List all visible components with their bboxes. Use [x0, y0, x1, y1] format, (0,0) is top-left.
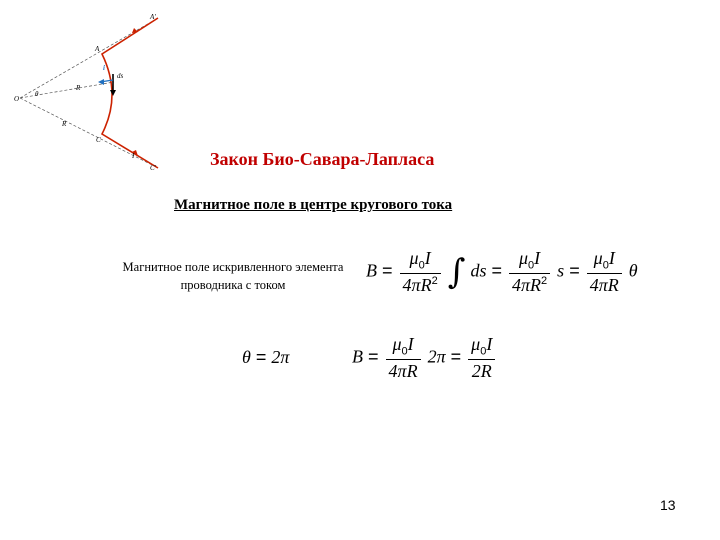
eq1-mu-sub: 0 [418, 259, 425, 272]
eq1-s: s [557, 260, 565, 281]
eq1-mu-sub-2: 0 [528, 259, 535, 272]
dashed-line-to-c-prime [20, 98, 158, 168]
equation-center-field [352, 334, 497, 382]
label-theta: θ [35, 90, 39, 98]
eq1-ds: ds [470, 260, 487, 281]
eq1-den-exp: 2 [431, 274, 438, 287]
eq3-b: B [352, 346, 363, 367]
ds-arrowhead [110, 90, 116, 96]
eq3-fraction-1 [386, 334, 421, 382]
label-r-bottom: R [62, 120, 67, 128]
label-ds: ds [117, 72, 124, 80]
eq3-mu: μ [392, 334, 402, 354]
eq2-rhs: 2π [271, 347, 290, 367]
eq1-fraction-3 [587, 248, 622, 296]
eq3-den-2: 2R [471, 360, 492, 381]
eq3-mid: 2π [427, 346, 446, 367]
eq3-mu-sub-2: 0 [480, 345, 487, 358]
eq1-equals-2: = [491, 260, 502, 281]
eq1-den-exp-2: 2 [541, 274, 548, 287]
eq1-i-3: I [608, 248, 615, 268]
eq3-equals-2: = [450, 346, 462, 367]
eq1-b: B [366, 260, 377, 281]
eq1-equals-3: = [569, 260, 580, 281]
eq3-i: I [407, 334, 414, 354]
eq1-fraction-1 [400, 248, 441, 296]
eq1-mu: μ [409, 248, 419, 268]
eq3-equals: = [368, 346, 379, 367]
eq3-mu-sub: 0 [401, 345, 408, 358]
eq1-mu-2: μ [518, 248, 529, 268]
slide-subtitle: Магнитное поле в центре кругового тока [174, 197, 453, 213]
eq3-i-2: I [486, 334, 493, 354]
slide-title: Закон Био-Савара-Лапласа [210, 149, 435, 169]
label-r-top: R [76, 84, 81, 92]
eq3-fraction-2 [468, 334, 495, 382]
eq1-den: 4πR [402, 274, 432, 295]
current-wire [102, 18, 158, 168]
eq1-i: I [424, 248, 431, 268]
eq3-den: 4πR [388, 360, 418, 381]
eq3-mu-2: μ [471, 334, 481, 354]
equation-integral [366, 248, 638, 296]
label-a-prime: A' [150, 13, 156, 21]
label-c: C [96, 136, 101, 144]
eq1-den-2: 4πR [512, 274, 542, 295]
label-o: O [14, 95, 20, 103]
eq1-equals: = [382, 260, 393, 281]
equation-theta [242, 347, 289, 368]
eq1-mu-sub-3: 0 [602, 259, 609, 272]
page-number: 13 [660, 497, 676, 513]
circular-current-diagram [10, 10, 170, 172]
label-a: A [95, 45, 100, 53]
label-current-i: I [132, 152, 135, 160]
eq1-den-3: 4πR [589, 274, 619, 295]
description-text: Магнитное поле искривленного элемента проводника с током [122, 260, 344, 292]
eq1-theta: θ [628, 260, 638, 281]
label-i: i [103, 64, 105, 72]
eq1-mu-3: μ [593, 248, 603, 268]
eq2-theta: θ [242, 347, 251, 367]
label-c-prime: C' [150, 164, 157, 172]
integral-sign: ∫ [447, 251, 466, 292]
eq1-i-2: I [534, 248, 541, 268]
eq2-equals: = [255, 347, 267, 367]
eq1-fraction-2 [509, 248, 550, 296]
